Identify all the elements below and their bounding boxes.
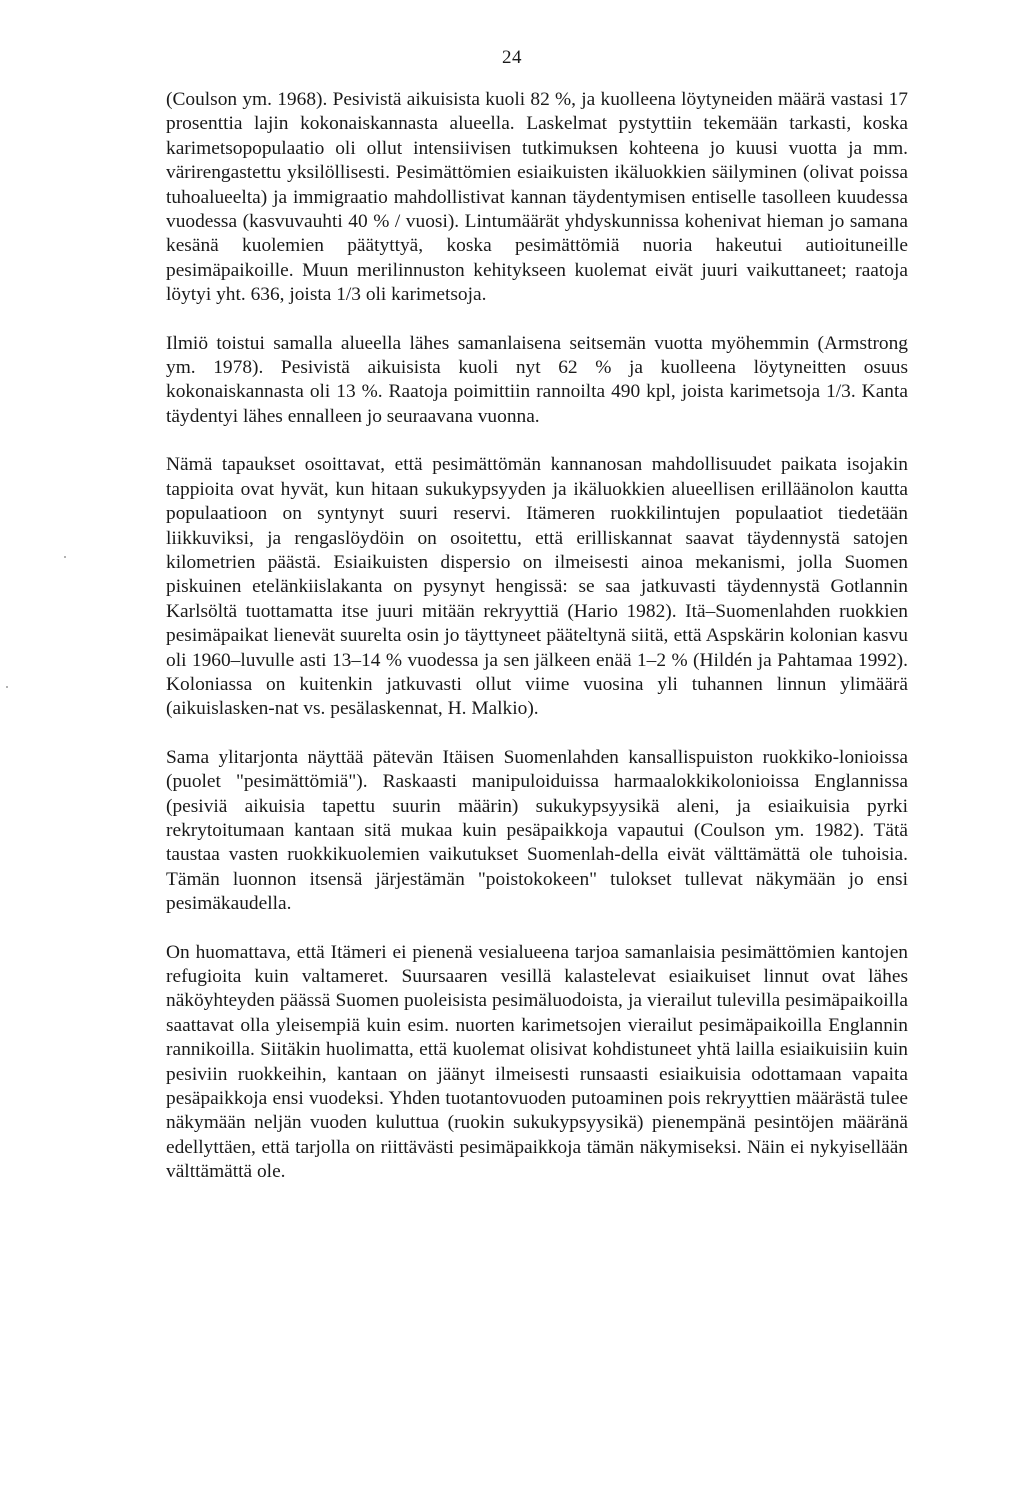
paragraph-armstrong-1978: Ilmiö toistui samalla alueella lähes samanlaisena seitsemän vuotta myöhemmin (Armstrong ym. 1978). Pesivistä aikuisista kuoli nyt 62 % ja kuolleena löytyneitten osuus kokonaiskannasta oli 13 %. Raatoja poimittiin rannoilta 490 kpl, joista karimetsoja 1/3. Kanta täydentyi lähes ennalleen jo seuraavana vuonna. [166, 332, 908, 427]
paragraph-coulson-1968: (Coulson ym. 1968). Pesivistä aikuisista kuoli 82 %, ja kuolleena löytyneiden määrä vastasi 17 prosenttia lajin kokonaiskannasta alueella. Laskelmat pystyttiin tekemään tarkasti, koska karimetsopopulaatio oli ollut intensiivisen tutkimuksen kohteena jo kuusi vuotta ja mm. värirengastettu yksilöllisesti. Pesimättömien esiaikuisten ikäluokkien säilyminen (olivat poissa tuhoalueelta) ja immigraatio mahdollistivat kannan täydentymisen entiselle tasolleen kuudessa vuodessa (kasvuvauhti 40 % / vuosi). Lintumäärät yhdyskunnissa kohenivat hieman jo samana kesänä kuolemien päätyttyä, koska pesimättömiä nuoria hakeutui autioituneille pesimäpaikoille. Muun merilinnuston kehitykseen kuolemat eivät juuri vaikuttaneet; raatoja löytyi yht. 636, joista 1/3 oli karimetsoja. [166, 89, 908, 306]
scan-speck [6, 686, 8, 688]
paragraph-baltic-refugia: On huomattava, että Itämeri ei pienenä vesialueena tarjoa samanlaisia pesimättömien kantojen refugioita kuin valtameret. Suursaaren vesillä kalastelevat esiaikuiset linnut ovat lähes näköyhteyden päässä Suomen puoleisista pesimäluodoista, ja vierailut tulevilla pesimäpaikoilla saattavat olla yleisempiä kuin esim. nuorten karimetsojen vierailut pesimäpaikoilla Englannin rannikoilla. Siitäkin huolimatta, että kuolemat olisivat kohdistuneet yhtä lailla esiaikuisiin kuin pesiviin ruokkeihin, kantaan on jäänyt ilmeisesti runsaasti esiaikuisia odottamaan vapaita pesäpaikkoja ensi vuodeksi. Yhden tuotantovuoden putoaminen pois rekryyttien määrästä tulee näkymään neljän vuoden kuluttua (ruokin sukukypsyysikä) pienempänä pesintöjen määränä edellyttäen, että tarjolla on riittävästi pesimäpaikkoja tämän näkymiseksi. Näin ei nykyisellään välttämättä ole. [166, 941, 908, 1183]
scan-speck [64, 556, 66, 558]
paragraph-oversupply: Sama ylitarjonta näyttää pätevän Itäisen Suomenlahden kansallispuiston ruokkiko-lonioissa (puolet "pesimättömiä"). Raskaasti manipuloiduissa harmaalokkikolonioissa Englannissa (pesiviä aikuisia tapettu suurin määrin) sukukypsyysikä aleni, ja esiaikuisia pyrki rekrytoitumaan kantaan sitä mukaa kuin pesäpaikkoja vapautui (Coulson ym. 1982). Tätä taustaa vasten ruokkikuolemien vaikutukset Suomenlah-della eivät välttämättä ole tuhoisia. Tämän luonnon itsensä järjestämän "poistokokeen" tulokset tullevat näkymään jo ensi pesimäkaudella. [166, 746, 908, 915]
page-number: 24 [502, 47, 522, 68]
body-text [166, 88, 908, 1209]
paragraph-nonbreeding-reserve: Nämä tapaukset osoittavat, että pesimättömän kannanosan mahdollisuudet paikata isojakin tappioita ovat hyvät, kun hitaan sukukypsyyden ja ikäluokkien alueellisen erilläänolon kautta populaatioon on syntynyt suuri reservi. Itämeren ruokkilintujen populaatiot tiedetään liikkuviksi, ja rengaslöydöin on osoitettu, että erilliskannat saavat täydennystä satojen kilometrien päästä. Esiaikuisten dispersio on ilmeisesti ainoa mekanismi, jolla Suomen piskuinen etelänkiislakanta on pysynyt hengissä: se saa jatkuvasti täydennystä Gotlannin Karlsöltä tuottamatta itse juuri mitään rekryyttiä (Hario 1982). Itä–Suomenlahden ruokkien pesimäpaikat lienevät suurelta osin jo täyttyneet pääteltynä siitä, että Aspskärin kolonian kasvu oli 1960–luvulle asti 13–14 % vuodessa ja sen jälkeen enää 1–2 % (Hildén ja Pahtamaa 1992). Koloniassa on kuitenkin jatkuvasti ollut viime vuosina yli tuhannen linnun ylimäärä (aikuislasken-nat vs. pesälaskennat, H. Malkio). [166, 454, 908, 720]
